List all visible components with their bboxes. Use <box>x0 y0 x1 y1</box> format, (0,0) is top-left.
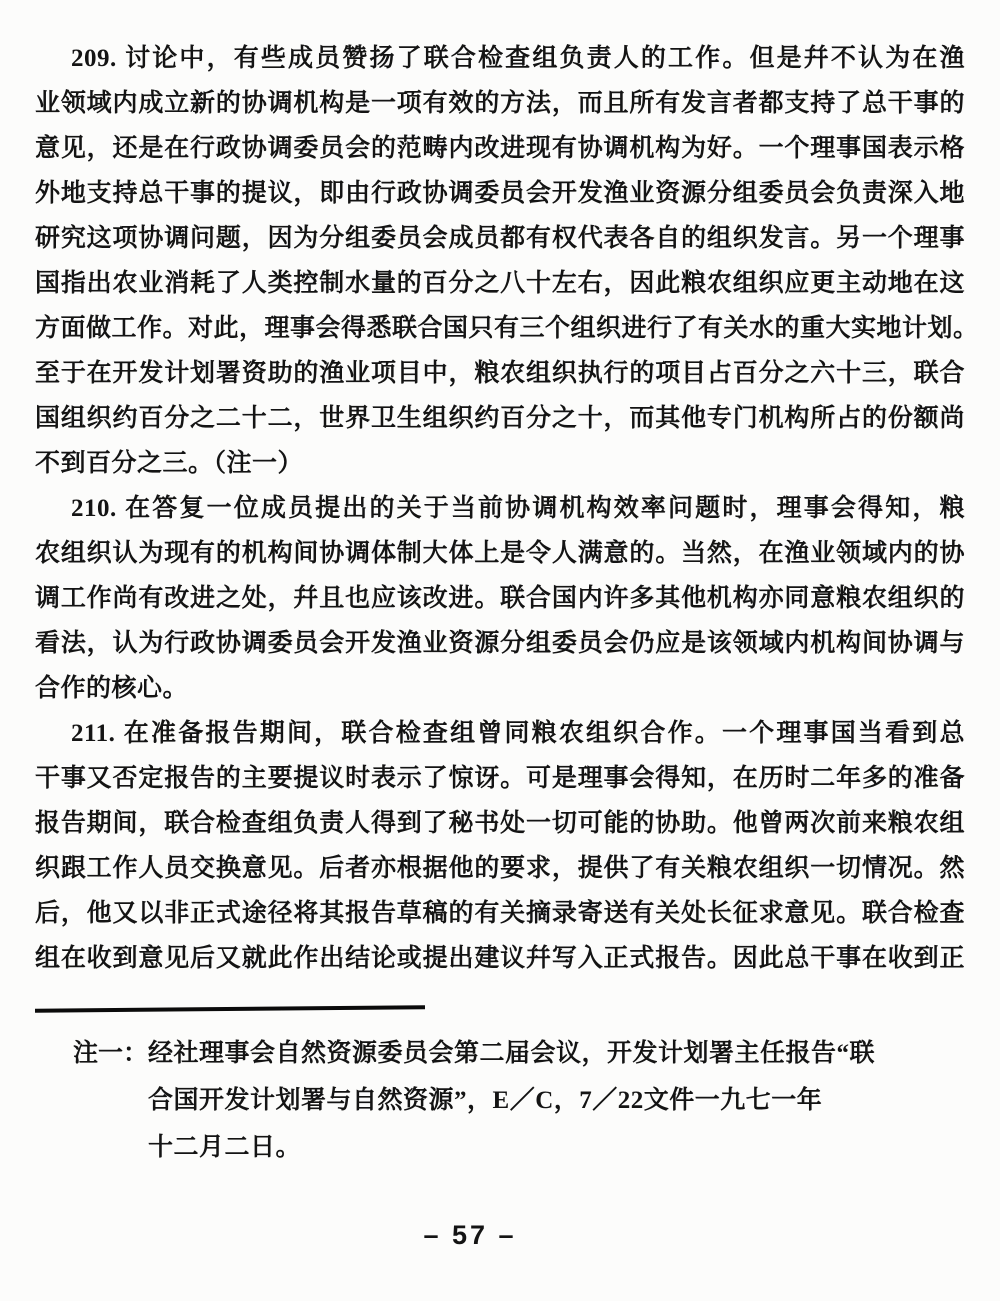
footnote-label: 注一： <box>73 1040 149 1067</box>
text-line: 织跟工作人员交换意见。后者亦根据他的要求，提供了有关粮农组织一切情况。然 <box>35 855 965 882</box>
footnote-content <box>148 1030 893 1171</box>
footnote <box>73 1030 893 1171</box>
paragraph-209 <box>35 36 979 486</box>
paragraph-210 <box>35 486 965 711</box>
footnote-separator <box>35 1005 425 1012</box>
paragraph-211 <box>35 711 965 981</box>
text-line: 合作的核心。 <box>35 675 189 702</box>
text-line: 研究这项协调问题，因为分组委员会成员都有权代表各自的组织发言。另一个理事 <box>35 225 965 252</box>
text-line: 报告期间，联合检查组负责人得到了秘书处一切可能的协助。他曾两次前来粮农组 <box>35 810 965 837</box>
text-line: 外地支持总干事的提议，即由行政协调委员会开发渔业资源分组委员会负责深入地 <box>35 180 965 207</box>
text-line: 211. 在准备报告期间，联合检查组曾同粮农组织合作。一个理事国当看到总 <box>71 720 965 747</box>
text-line: 农组织认为现有的机构间协调体制大体上是令人满意的。当然，在渔业领域内的协 <box>35 540 965 567</box>
text-line: 后，他又以非正式途径将其报告草稿的有关摘录寄送有关处长征求意见。联合检查 <box>35 900 965 927</box>
text-line: 看法，认为行政协调委员会开发渔业资源分组委员会仍应是该领域内机构间协调与 <box>35 630 965 657</box>
page-number: – 57 – <box>423 1220 517 1250</box>
text-line: 国组织约百分之二十二，世界卫生组织约百分之十，而其他专门机构所占的份额尚 <box>35 405 965 432</box>
text-line: 方面做工作。对此，理事会得悉联合国只有三个组织进行了有关水的重大实地计划。 <box>35 315 979 342</box>
text-line: 干事又否定报告的主要提议时表示了惊讶。可是理事会得知，在历时二年多的准备 <box>35 765 965 792</box>
text-line: 组在收到意见后又就此作出结论或提出建议幷写入正式报告。因此总干事在收到正 <box>35 945 965 972</box>
text-line: 十二月二日。 <box>148 1134 302 1161</box>
text-line: 业领域内成立新的协调机构是一项有效的方法，而且所有发言者都支持了总干事的 <box>35 90 965 117</box>
text-line: 不到百分之三。（注一） <box>35 450 304 477</box>
text-line: 经社理事会自然资源委员会第二届会议，开发计划署主任报告“联 <box>148 1040 876 1067</box>
text-line: 调工作尚有改进之处，幷且也应该改进。联合国内许多其他机构亦同意粮农组织的 <box>35 585 965 612</box>
text-line: 至于在开发计划署资助的渔业项目中，粮农组织执行的项目占百分之六十三，联合 <box>35 360 965 387</box>
text-line: 国指出农业消耗了人类控制水量的百分之八十左右，因此粮农组织应更主动地在这 <box>35 270 965 297</box>
text-line: 210. 在答复一位成员提出的关于当前协调机构效率问题时，理事会得知，粮 <box>71 495 965 522</box>
text-line: 意见，还是在行政协调委员会的范畴内改进现有协调机构为好。一个理事国表示格 <box>35 135 965 162</box>
text-line: 209. 讨论中，有些成员赞扬了联合检查组负责人的工作。但是幷不认为在渔 <box>71 45 965 72</box>
text-line: 合国开发计划署与自然资源”，E／C，7／22文件一九七一年 <box>148 1087 823 1114</box>
document-body <box>35 36 979 981</box>
